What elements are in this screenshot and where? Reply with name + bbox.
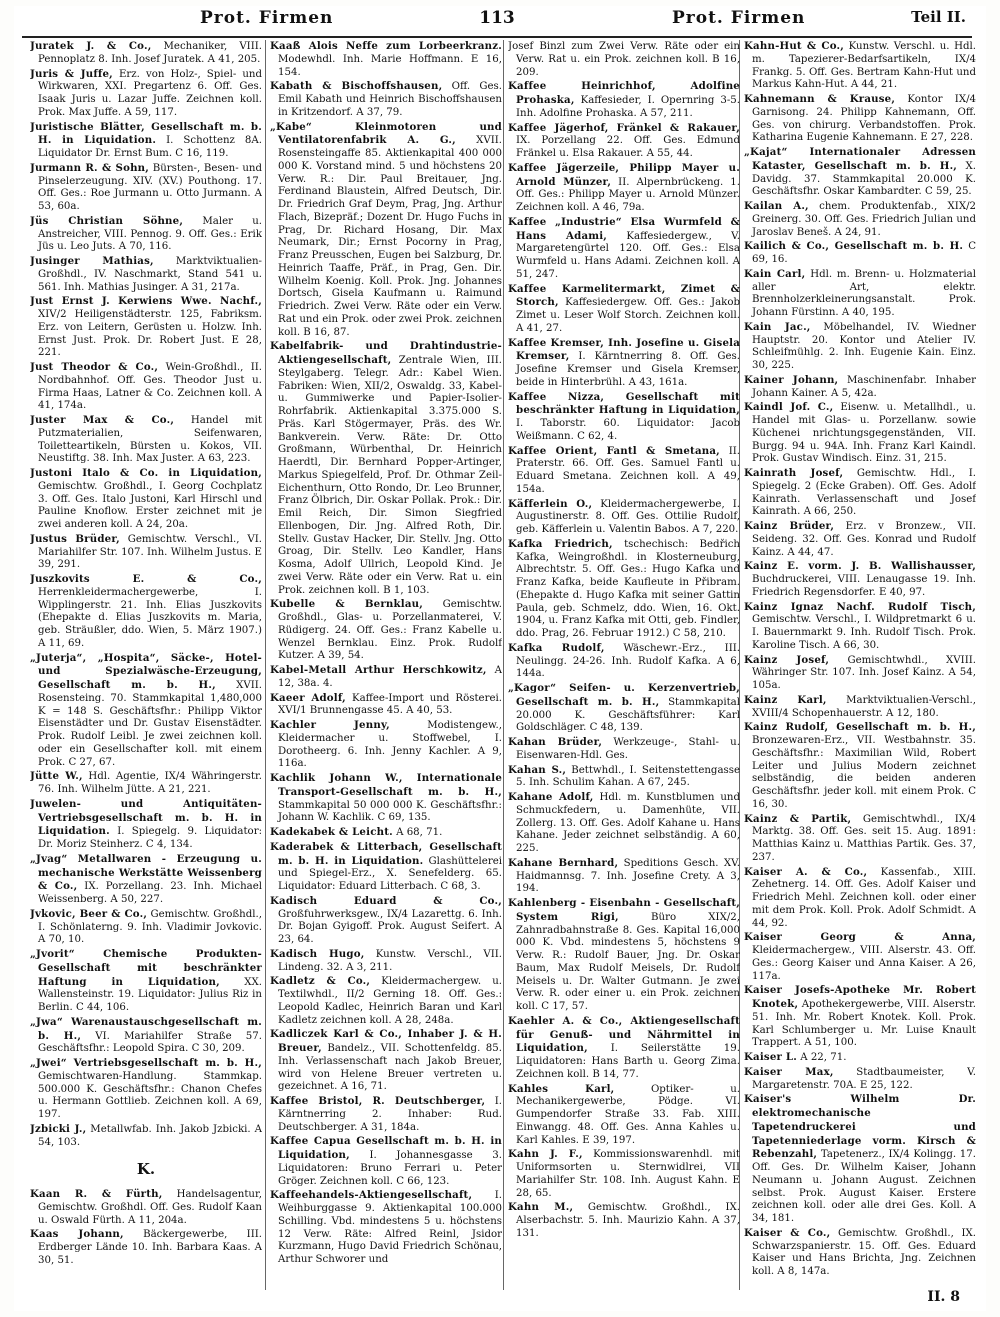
- firm-name: Kaas Johann,: [30, 1228, 124, 1241]
- firm-name: Kailich & Co., Gesellschaft m. b. H.: [744, 240, 964, 253]
- firm-name: Kabelfabrik- und Drahtindustrie-Aktiengesellschaft,: [270, 340, 502, 366]
- firm-entry: [508, 897, 740, 1014]
- firm-name: Kainz Josef,: [744, 653, 830, 666]
- firm-entry: [744, 1093, 976, 1226]
- firm-name: Justoni Italo & Co. in Liquidation,: [30, 467, 262, 479]
- firm-name: Jvkovic, Beer & Co.,: [30, 907, 148, 920]
- firm-name: „Jwei“ Vertriebsgesellschaft m. b. H.,: [30, 1057, 262, 1069]
- firm-entry: [270, 1189, 502, 1267]
- firm-name: Kain Jac.,: [744, 320, 811, 333]
- page-header: [22, 6, 972, 38]
- firm-name: Kahan S.,: [508, 763, 567, 776]
- firm-entry: [30, 853, 262, 907]
- firm-name: Kachler Jenny,: [270, 719, 390, 731]
- firm-entry: [744, 560, 976, 599]
- firm-name: Kadisch Eduard & Co.,: [270, 894, 502, 907]
- firm-entry: [744, 694, 976, 721]
- firm-entry: [270, 1135, 502, 1188]
- firm-name: Kaderabek & Litterbach, Gesellschaft m. b. H. in Liquidation.: [270, 840, 502, 867]
- firm-name: Kaffee Capua Gesellschaft m. b. H. in Liquidation,: [270, 1135, 502, 1161]
- firm-details: Apothekergewerbe, VIII. Alserstr. 51. Inh. Mr. Robert Knotek. Koll. Prok. Karl Schlumberger u. Mr. Luise Knault Trappert. A 51, 100.: [752, 999, 976, 1049]
- firm-entry: [508, 1201, 740, 1240]
- firm-entry: [30, 770, 262, 797]
- firm-name: Kahnemann & Krause,: [744, 93, 896, 105]
- firm-details: Kaffesiedergew., V. Margaretengürtel 120. Off. Ges.: Elsa Wurmfeld u. Hans Adami. Zeichnen koll. A 51, 247.: [516, 230, 740, 280]
- firm-entry: [30, 215, 262, 254]
- firm-details: Gemischtw. Großhdl., IX. Alserbachstr. 5. Inh. Maurizio Kahn. A 37, 131.: [516, 1202, 740, 1239]
- firm-entry: [508, 736, 740, 763]
- firm-entry: [30, 255, 262, 294]
- firm-details: Optiker- u. Mechanikergewerbe, Pödge. VI. Gumpendorfer Straße 33. Fab. XIII. Einwangg. 48. Off. Ges. Anna Kahles u. Karl Kahles. E 39, 197.: [516, 1083, 740, 1146]
- firm-details: Möbelhandel, IV. Wiedner Hauptstr. 20. Kontor und Atelier IV. Schleifmühlg. 2. Inh. Eugenie Kain. Einz. 30, 225.: [752, 321, 976, 371]
- firm-details: Gemischtw. Hdl., I. Spiegelg. 2 (Ecke Graben). Off. Ges. Adolf Kainrath. Verlassenschaft und Josef Kainrath. A 66, 250.: [752, 468, 976, 518]
- firm-details: Kaffesiedergew. Off. Ges.: Jakob Zimet u. Leser Wolf Storch. Zeichnen koll. A 41, 27.: [516, 297, 740, 334]
- firm-name: Kahane Bernhard,: [508, 856, 619, 869]
- firm-details: Buchdruckerei, VIII. Lenaugasse 19. Inh. Friedrich Regensdorfer. E 40, 97.: [752, 574, 976, 598]
- firm-details: Bandelz., VII. Schottenfeldg. 85. Inh. Verlassenschaft nach Jakob Breuer, wird von Helene Breuer vertreten u. gezeichnet. A 16, 71.: [278, 1043, 502, 1093]
- firm-name: Kaiser Josefs-Apotheke Mr. Robert Knotek,: [744, 984, 976, 1010]
- firm-details: Glashüttelerei und Spiegel-Erz., X. Senefelderg. 65. Liquidator: Eduard Litterbach. C 68, 3.: [278, 855, 502, 892]
- firm-name: Jurmann R. & Sohn,: [30, 161, 150, 174]
- firm-entry: [30, 162, 262, 214]
- firm-name: Juwelen- und Antiquitäten-Vertriebsgesellschaft m. b. H. in Liquidation.: [30, 797, 262, 838]
- firm-entry: [30, 533, 262, 572]
- firm-details: Stadtbaumeister, V. Margaretenstr. 70A. E 25, 122.: [752, 1066, 976, 1091]
- firm-details: Kommissionswarenhdl. mit Uniformsorten u. Sternwidlrei, VII Mariahilfer Str. 108. Inh. August Kahn. E 28, 65.: [516, 1149, 740, 1199]
- firm-details: Herrenkleidermachergewerbe, I. Wipplingerstr. 21. Inh. Elias Juszkovits (Ehepakte d. Elias Juszkovits m. Maria, geb. Sträußler, ddo. Wien, 5. März 1907.) A 11, 69.: [38, 586, 262, 649]
- firm-details: I. Spiegelg. 9. Liquidator: Dr. Moriz Steinherz. C 4, 134.: [38, 826, 262, 850]
- firm-entry: [744, 321, 976, 373]
- firm-details: Speditions Gesch. XV. Haidmannsg. 7. Inh. Josefine Crety. A 3, 194.: [516, 857, 740, 895]
- firm-details: Handel mit Putzmaterialien, Seifenwaren, Toiletteartikeln, Bürsten u. Kokos, VII. Neustiftg. 38. Inh. Max Juster. A 63, 223.: [38, 415, 262, 465]
- firm-entry: [270, 975, 502, 1027]
- firm-name: Juszkovits E. & Co.,: [30, 573, 262, 585]
- firm-entry: [30, 1057, 262, 1122]
- firm-details: Kleidermachergewerbe, I. Augustinerstr. 8. Off. Ges. Ottilie Rudolf, geb. Käfferlein u. Valentin Babos. A 7, 220.: [516, 498, 740, 535]
- firm-name: Kaindl Jof. C.,: [744, 401, 834, 414]
- firm-name: Kubelle & Bernklau,: [270, 598, 423, 611]
- firm-details: X. Davidg. 37. Stammkapital 20.000 K. Geschäftsfhr. Oskar Kambardter. C 59, 25.: [752, 160, 976, 198]
- firm-details: Werkzeuge-, Stahl- u. Eisenwaren-Hdl. Ges.: [516, 737, 740, 761]
- firm-entry: [508, 283, 740, 336]
- firm-name: Kafka Rudolf,: [508, 641, 605, 654]
- firm-details: Modewhdl. Inh. Marie Hoffmann. E 16, 154.: [278, 53, 502, 78]
- firm-name: Justus Brüder,: [30, 532, 120, 545]
- firm-entry: [744, 240, 976, 267]
- firm-entry: [30, 908, 262, 947]
- firm-entry: [508, 80, 740, 120]
- firm-name: Kaiser & Co.,: [744, 1226, 831, 1239]
- firm-details: Wäschewr.-Erz., III. Neulingg. 24-26. Inh. Rudolf Kafka. A 6, 144a.: [516, 642, 740, 680]
- firm-entry: [30, 467, 262, 532]
- firm-details: Gemischtw. Großhdl., IX. Schwarzspanierstr. 15. Off. Ges. Eduard Kaiser und Hans Brichta, Jng. Zeichnen koll. A 8, 147a.: [752, 1227, 976, 1277]
- firm-name: Kaffeehandels-Aktiengesellschaft,: [270, 1189, 473, 1202]
- firm-name: Kaffee Jägerhof, Fränkel & Rakauer,: [508, 121, 740, 134]
- firm-name: Kainz Karl,: [744, 693, 827, 706]
- firm-details: tschechisch: Bedřich Kafka, Weingroßhdl. in Klosterneuburg, Albrechtstr. 5. Off. Ges.: Hugo Kafka und Franz Kafka, beide Kaufleute in Přibram. (Ehepakte d. Hugo Kafka mit seiner Gattin Paula, geb. Schmelz, ddo. Wien, 16. Okt. 1904, u. Franz Kafka mit Otti, geb. Findler, ddo. Prag, 26. Februar 1912.) C 58, 210.: [516, 538, 740, 639]
- firm-entry: [270, 826, 502, 840]
- firm-name: Kaffee Jägerzeile, Philipp Mayer u. Arnold Münzer,: [508, 161, 740, 188]
- firm-name: Kaan R. & Fürth,: [30, 1188, 163, 1200]
- firm-entry: [744, 654, 976, 693]
- firm-name: Kahn-Hut & Co.,: [744, 40, 845, 52]
- firm-name: Kainer Johann,: [744, 373, 839, 386]
- firm-entry: [270, 948, 502, 975]
- firm-entry: [744, 268, 976, 320]
- firm-name: „Jvag“ Metallwaren - Erzeugung u. mechanische Werkstätte Weissenberg & Co.,: [30, 852, 262, 893]
- firm-entry: [508, 682, 740, 735]
- firm-entry: [30, 1188, 262, 1227]
- firm-name: Jütte W.,: [30, 770, 83, 783]
- firm-entry: [508, 1083, 740, 1148]
- firm-details: Stammkapital 50 000 000 K. Geschäftsfhr.: Johann W. Kachlik. C 69, 135.: [278, 799, 502, 824]
- firm-name: Kainz E. vorm. J. B. Wallishausser,: [744, 560, 976, 573]
- firm-entry: [270, 1095, 502, 1134]
- running-head-left: Prot. Firmen: [200, 8, 334, 28]
- firm-name: „Juterja“, „Hospita“, Säcke-, Hotel- und Spezialwäsche-Erzeugung, Gesellschaft m. b. H.,: [30, 651, 262, 691]
- firm-entry: [744, 984, 976, 1050]
- firm-name: Kaehler A. & Co., Aktiengesellschaft für Genuß- und Nährmittel in Liquidation,: [508, 1014, 740, 1055]
- firm-details: Gemischtw. Verschl., VI. Mariahilfer Str. 107. Inh. Wilhelm Justus. E 39, 291.: [38, 533, 262, 571]
- firm-name: Kahn M.,: [508, 1201, 574, 1214]
- firm-name: Jusinger Mathias,: [30, 255, 154, 267]
- firm-details: Gemischtw. Verschl., I. Wildpretmarkt 6 u. I. Bauernmarkt 9. Inh. Rudolf Tisch. Prok. Karoline Tisch. A 66, 30.: [752, 614, 976, 651]
- firm-details: II. Praterstr. 66. Off. Ges. Samuel Fantl u. Eduard Smetana. Zeichnen koll. A 49, 154a.: [516, 445, 740, 495]
- firm-name: Kailan A.,: [744, 200, 809, 212]
- firm-name: Kaiser Georg & Anna,: [744, 931, 976, 944]
- firm-details: Maler u. Anstreicher, VIII. Pennog. 9. Off. Ges.: Erik Jüs u. Leo Juts. A 70, 116.: [38, 215, 262, 253]
- firm-details: Hdl. Agentie, IX/4 Währingerstr. 76. Inh. Wilhelm Jütte. A 21, 221.: [38, 771, 262, 795]
- firm-name: Kachlik Johann W., Internationale Transport-Gesellschaft m. b. H.,: [270, 772, 502, 798]
- firm-details: Hdl. m. Kunstblumen und Schmuckfedern, u. Damenhüte, VII. Zollerg. 13. Off. Ges. Adolf Kahane u. Hans Kahane. Jeder zeichnet selbständig. A 60, 225.: [516, 792, 740, 854]
- firm-entry: [744, 374, 976, 401]
- firm-details: Marktviktualien-Verschl., XVIII/4 Schopenhauerstr. A 12, 180.: [752, 694, 976, 719]
- firm-entry: [508, 445, 740, 497]
- column-4: [744, 40, 976, 1300]
- firm-name: Juristische Blätter, Gesellschaft m. b. H. in Liquidation.: [30, 120, 262, 147]
- firm-entry: [30, 1016, 262, 1056]
- firm-details: A 68, 71.: [396, 827, 443, 838]
- firm-entry: [508, 538, 740, 641]
- firm-name: „Jwa“ Warenaustauschgesellschaft m. b. H.,: [30, 1015, 262, 1042]
- column-1: [30, 40, 262, 1300]
- firm-details: Kleidermachergew., VIII. Alserstr. 43. Off. Ges.: Georg Kaiser und Anna Kaiser. A 26, 117a.: [752, 945, 976, 982]
- firm-name: Kaiser L.: [744, 1051, 797, 1063]
- firm-details: Eisenw. u. Metallhdl., u. Handel mit Glas- u. Porzellanw. sowie Küchenei nrichtungsgegenständen, VII. Burgg. 94 u. 94A. Inh. Franz Karl Kaindl. Prok. Gustav Windisch. Einz. 31, 215.: [752, 402, 976, 465]
- firm-entry: [508, 391, 740, 444]
- firm-name: Juris & Juffe,: [30, 67, 113, 80]
- firm-details: Erz. v Bronzew., VII. Seideng. 32. Off. Ges. Konrad und Rudolf Kainz. A 44, 47.: [752, 521, 976, 558]
- firm-entry: [270, 80, 502, 119]
- firm-name: Kahlenberg - Eisenbahn - Gesellschaft, System Rigi,: [508, 897, 740, 923]
- firm-details: Kaffee-Import und Rösterei. XVI/1 Brunnengasse 45. A 40, 53.: [278, 692, 502, 717]
- firm-name: Kahn J. F.,: [508, 1148, 583, 1161]
- firm-details: I. Schottenz 8A. Liquidator Dr. Ernst Bum. C 16, 119.: [38, 135, 262, 159]
- firm-entry: [744, 1227, 976, 1279]
- firm-entry: [30, 361, 262, 413]
- firm-entry: [744, 146, 976, 199]
- firm-entry: [508, 764, 740, 791]
- firm-name: Kaiser A. & Co.,: [744, 865, 868, 878]
- firm-name: Jüs Christian Söhne,: [30, 214, 184, 227]
- firm-entry: [30, 798, 262, 852]
- firm-details: Mechaniker, VIII. Pennoplatz 8. Inh. Josef Juratek. A 41, 205.: [38, 41, 262, 65]
- firm-details: Josef Binzl zum Zwei Verw. Räte oder ein Verw. Rat u. ein Prok. zeichnen koll. B 16, 209.: [508, 41, 740, 78]
- firm-entry: [744, 401, 976, 466]
- firm-details: Gemischtw. Großhdl., I. Georg Cochplatz 3. Off. Ges. Italo Justoni, Karl Hirschl und Pauline Knoflow. Erster zeichnet mit je zwei anderen koll. A 24, 20a.: [38, 480, 262, 530]
- firm-name: Kainz Ignaz Nachf. Rudolf Tisch,: [744, 600, 976, 613]
- firm-entry: [270, 1028, 502, 1094]
- firm-entry: [744, 1066, 976, 1093]
- firm-name: „Jvorit“ Chemische Produkten-Gesellschaft mit beschränkter Haftung in Liquidation,: [30, 948, 262, 988]
- firm-entry: [508, 857, 740, 896]
- firm-entry: [744, 1051, 976, 1065]
- firm-entry: [508, 162, 740, 215]
- firm-details: Metallwfab. Inh. Jakob Jzbicki. A 54, 103.: [38, 1123, 262, 1148]
- firm-details: XIV/2 Heiligenstädterstr. 125, Fabriksm. Erz. von Leitern, Gerüsten u. Holzw. Inh. Ernst Just. Prok. Dr. Robert Just. E 28, 221.: [38, 309, 262, 359]
- firm-details: I. Johannesgasse 3. Liquidatoren: Bruno Ferrari u. Peter Gröger. Zeichnen koll. C 66, 123.: [278, 1150, 502, 1187]
- firm-entry: [270, 598, 502, 663]
- firm-name: Kabel-Metall Arthur Herschkowitz,: [270, 664, 487, 676]
- firm-entry: [744, 520, 976, 559]
- firm-details: I. Kärntnerring 2. Inhaber: Rud. Deutschberger. A 31, 184a.: [278, 1096, 502, 1133]
- firm-name: Juratek J. & Co.,: [30, 40, 152, 52]
- firm-details: Bäckergewerbe, III. Erdberger Lände 10. Inh. Barbara Kaas. A 30, 51.: [38, 1229, 262, 1266]
- firm-entry: [30, 414, 262, 466]
- firm-details: I. Taborstr. 60. Liquidator: Jacob Weißmann. C 62, 4.: [516, 418, 740, 442]
- firm-name: Kadisch Hugo,: [270, 947, 365, 960]
- firm-details: Wein-Großhdl., II. Nordbahnhof. Off. Ges. Theodor Just u. Firma Haas, Latner & Co. Zeichnen koll. A 41, 174a.: [38, 362, 262, 412]
- firm-name: Just Ernst J. Kerwiens Wwe. Nachf.,: [30, 295, 262, 308]
- firm-entry: [270, 719, 502, 771]
- firm-name: Kainz Brüder,: [744, 520, 835, 532]
- firm-name: Kainz & Partik,: [744, 812, 852, 825]
- firm-details: Kunstw. Verschl. u. Hdl. m. Tapezierer-Bedarfsartikeln, IX/4 Frankg. 5. Off. Ges. Bertram Kahn-Hut und Markus Kahn-Hut. A 44, 21.: [752, 41, 976, 91]
- firm-details: Stammkapital 20.000 K. Geschäftsführer: Karl Goldschläger. C 48, 139.: [516, 696, 740, 734]
- firm-details: VI. Mariahilfer Straße 57. Geschäftsfhr.: Leopold Spira. C 30, 209.: [38, 1030, 262, 1055]
- firm-name: Kadliczek Karl & Co., Inhaber J. & H. Breuer,: [270, 1028, 502, 1054]
- firm-details: Tapetenerz., IX/4 Kolingg. 17. Off. Ges. Dr. Wilhelm Kaiser, Johann Neumann u. Johann August. Zeichnen selbst. Prok. August Kaiser. Erstere zeichnen koll. oder alle drei Ges. Koll. A 34, 181.: [752, 1149, 976, 1224]
- firm-details: Büro XIX/2, Zahnradbahnstraße 8. Ges. Kapital 16,000 000 K. Vbd. mindestens 5, höchstens 9 Verw. R.: Rudolf Bauer, Jng. Dr. Oskar Baum, Max Rudolf Meisels, Dr. Rudolf Meisels u. Dr. Walter Gutmann. Je zwei Verw. R. oder einer u. ein Prok. zeichnen koll. C 17, 57.: [516, 911, 740, 1012]
- running-head-right: Prot. Firmen: [672, 8, 806, 28]
- firm-details: IX. Porzellang. 23. Inh. Michael Weissenberg. A 50, 227.: [38, 881, 262, 905]
- firm-name: Kadletz & Co.,: [270, 975, 371, 988]
- firm-details: A 12, 38a. 4.: [278, 665, 502, 689]
- firm-name: Just Theodor & Co.,: [30, 361, 159, 373]
- firm-entry: [744, 931, 976, 983]
- firm-name: Kaeer Adolf,: [270, 691, 346, 704]
- firm-entry: [270, 692, 502, 719]
- firm-name: Jzbicki J.,: [30, 1122, 87, 1135]
- firm-name: Kaiser Max,: [744, 1065, 834, 1078]
- firm-details: Kontor IX/4 Garnisong. 24. Philipp Kahnemann, Off. Ges. von chirurg. Verbandstoffen. Prok. Katharina Eugenie Kahnemann. E 27, 228.: [752, 94, 976, 144]
- firm-name: Kaffee Karmelitermarkt, Zimet & Storch,: [508, 282, 740, 309]
- firm-entry: [30, 295, 262, 360]
- firm-entry: [30, 121, 262, 161]
- firm-name: Kaiser's Wilhelm Dr. elektromechanische Tapetendruckerei und Tapetenniederlage vorm. Kirsch & Rebenzahl,: [744, 1093, 976, 1161]
- firm-details: XVII. Rosensteing. 70. Stammkapital 1,480,000 K = 148 S. Geschäftsfhr.: Philipp Viktor Eisenstädter und Dr. Gustav Eisenstädter. Prok. Rudolf Leibl. Je zwei zeichnen koll. oder ein Gesellschafter koll. mit einem Prok. C 27, 67.: [38, 680, 262, 768]
- firm-entry: [270, 895, 502, 947]
- firm-name: Kahles Karl,: [508, 1082, 615, 1095]
- firm-entry: [30, 652, 262, 770]
- firm-details: XVII. Rosensteingaffe 85. Aktienkapital 400 000 000 K. Vorstand mind. 5 und höchstens 20 Verw. R.: Dir. Paul Breitauer, Jng. Ferdinand Blaustein, Alfred Deutsch, Dir. Dr. Friedrich Graf Deym, Prag, Jng. Arthur Flach, Bizepräf.; Dozent Dr. Hugo Fuchs in Prag, Dr. Richard Hosang, Dir. Max Neumark, Dir.; Ernst Pocorny in Prag, Franz Preusschen, Eugen bei Salzburg, Dr. Heinrich Taaffe, Präf., in Prag, Gen. Dir. Wilhelm Koenig. Koll. Prok. Jng. Johannes Dortsch, Gisela Kaufmann u. Raimund Friedrich. Zwei Verw. Räte oder ein Verw. Rat und ein Prok. oder zwei Prok. zeichnen koll. B 16, 87.: [278, 135, 502, 338]
- firm-entry: [744, 601, 976, 653]
- firm-entry: [508, 1148, 740, 1200]
- firm-details: Großfuhrwerksgew., IX/4 Lazarettg. 6. Inh. Dr. Bojan Gyigoff. Prok. August Seifert. A 23, 64.: [278, 908, 502, 945]
- firm-entry: [744, 813, 976, 865]
- part-label: Teil II.: [911, 8, 966, 26]
- firm-name: Kaffee Kremser, Inh. Josefine u. Gisela Kremser,: [508, 336, 740, 363]
- firm-name: Kaffee Nizza, Gesellschaft mit beschränkter Haftung in Liquidation,: [508, 390, 740, 417]
- firm-details: Off. Ges. Emil Kabath und Heinrich Bischoffshausen in Kritzendorf. A 37, 79.: [278, 81, 502, 118]
- firm-details: Gemischtwhdl., XVIII. Währinger Str. 107. Inh. Josef Kainz. A 54, 105a.: [752, 654, 976, 691]
- firm-entry: [508, 337, 740, 390]
- firm-entry: [270, 841, 502, 894]
- firm-details: Gemischtw. Großhdl., I. Schönlaterng. 9. Inh. Vladimir Jovkovic. A 70, 10.: [38, 908, 262, 946]
- firm-name: Kainrath Josef,: [744, 467, 844, 479]
- firm-entry: [30, 1228, 262, 1267]
- firm-name: „Kajat“ Internationaler Adressen Kataster, Gesellschaft m. b. H.,: [744, 146, 976, 172]
- firm-entry: [508, 216, 740, 282]
- firm-entry: [30, 40, 262, 67]
- firm-details: Bürsten-, Besen- und Pinselerzeugung. XIV. (XV.) Pouthong. 17. Off. Ges.: Roe Jurmann u. Otto Jurmann. A 53, 60a.: [38, 162, 262, 212]
- firm-entry: [744, 721, 976, 811]
- firm-entry: [508, 498, 740, 537]
- firm-entry: [744, 93, 976, 145]
- firm-entry: [508, 1015, 740, 1082]
- firm-entry: [30, 948, 262, 1015]
- firm-name: Kahane Adolf,: [508, 791, 594, 803]
- firm-details: I. Seilerstätte 19. Liquidatoren: Hans Barth u. Georg Zima. Zeichnen koll. B 14, 77.: [516, 1043, 740, 1080]
- firm-details: Handelsagentur, Gemischtw. Großhdl. Off. Ges. Rudolf Kaan u. Oswald Fürth. A 11, 204a.: [38, 1189, 262, 1226]
- firm-details: Bettwhdl., I. Seitenstettengasse 5. Inh. Schulim Kahan. A 67, 245.: [516, 764, 740, 789]
- firm-details: Zentrale Wien, III. Steylgaberg. Telegr. Adr.: Kabel Wien. Fabriken: Wien, XII/2, Oswaldg. 33, Kabel- u. Gummiwerke und Papier-Isolier-Rohrfabrik. Aktienkapital 3.375.000 S. Präs. Karl Stögermayer, Präs. des Wr. Bankverein. Verw. Räte: Dr. Otto Großmann, Würbenthal, Dr. Heinrich Haerdtl, Dir. Bernhard Popper-Artinger, Markus Spiegelfeld, Prof. Dr. Othmar Zeil-Eichenthurn, Otto Rondo, Dr. Leo Brunner, Franz Ölbrich, Dir. Oskar Pollak. Prok.: Dir. Emil Reich, Dir. Simon Siegfried Ellenbogen, Dir. Jng. Alfred Roth, Dir. Stellv. Gustav Hacker, Dir. Stellv. Jng. Otto Groag, Dir. Stellv. Leo Kandler, Hans Kosma, Adolf Ullrich, Leopold Kind. Je zwei Verw. Räte oder ein Verw. Rat u. ein Prok. zeichnen koll. B 1, 103.: [278, 355, 502, 596]
- firm-name: Kain Carl,: [744, 267, 806, 280]
- section-letter: K.: [136, 1160, 156, 1179]
- firm-entry: [508, 40, 740, 79]
- firm-name: Käfferlein O.,: [508, 497, 593, 510]
- firm-entry: [270, 40, 502, 79]
- firm-entry: [508, 791, 740, 856]
- firm-entry: [30, 68, 262, 120]
- firm-name: Kaffee Heinrichhof, Adolfine Prohaska,: [508, 80, 740, 106]
- firm-details: II. Alpernbrückeng. 1. Off. Ges.: Philipp Mayer u. Arnold Münzer. Zeichnen koll. A 46, 79a.: [516, 176, 740, 213]
- firm-name: Kainz Rudolf, Gesellschaft m. b. H.,: [744, 721, 976, 734]
- firm-name: „Kagor“ Seifen- u. Kerzenvertrieb, Gesellschaft m. b. H.,: [508, 682, 740, 708]
- firm-details: chem. Produktenfab., XIX/2 Greinerg. 30. Off. Ges. Friedrich Julian und Jaroslav Beneš. A 24, 91.: [752, 201, 976, 238]
- firm-details: C 69, 16.: [752, 241, 976, 265]
- firm-details: Kassenfab., XIII. Zehetnerg. 14. Off. Ges. Adolf Kaiser und Friedrich Mehl. Zeichnen koll. oder einer mit dem Prok. Koll. Prok. Adolf Schmidt. A 44, 92.: [752, 866, 976, 929]
- firm-details: XX. Wallensteinstr. 19. Liquidator: Julius Riz in Berlin. C 44, 106.: [38, 976, 262, 1013]
- firm-name: Kaaß Alois Neffe zum Lorbeerkranz.: [270, 40, 502, 52]
- firm-name: Kaffee Orient, Fantl & Smetana,: [508, 444, 720, 457]
- firm-details: I. Kärntnerring 8. Off. Ges. Josefine Kremser und Gisela Kremser, beide in Hinterbrühl. A 43, 161a.: [516, 351, 740, 388]
- firm-entry: [744, 200, 976, 239]
- firm-name: Kahan Brüder,: [508, 736, 603, 748]
- column-divider: [503, 40, 504, 1290]
- firm-details: Marktviktualien-Großhdl., IV. Naschmarkt, Stand 541 u. 561. Inh. Mathias Jusinger. A 31, 217a.: [38, 256, 262, 293]
- firm-name: Kaffee Bristol, R. Deutschberger,: [270, 1095, 486, 1107]
- column-3: [508, 40, 740, 1300]
- firm-name: Juster Max & Co.,: [30, 414, 175, 426]
- column-2: [270, 40, 502, 1300]
- firm-details: A 22, 71.: [800, 1052, 847, 1063]
- firm-name: Kaffee „Industrie“ Elsa Wurmfeld & Hans Adami,: [508, 215, 740, 242]
- firm-entry: [270, 340, 502, 597]
- firm-entry: [744, 467, 976, 519]
- page-number: 113: [479, 8, 515, 28]
- firm-entry: [270, 664, 502, 691]
- firm-entry: [30, 1123, 262, 1150]
- firm-details: Gemischtwaren-Handlung. Stammkap. 500.000 K. Geschäftsfhr.: Chanon Chefes u. Hermann Gottlieb. Zeichnen koll. A 69, 197.: [38, 1070, 262, 1120]
- firm-details: I. Weihburggasse 9. Aktienkapital 100.000 Schilling. Vbd. mindestens 5 u. höchstens 12 Verw. Räte: Alfred Reinl, Jsidor Kurzmann, Hugo David Friedrich Schönau, Arthur Schworer und: [278, 1190, 502, 1265]
- firm-entry: [744, 40, 976, 92]
- firm-name: Kafka Friedrich,: [508, 537, 613, 550]
- firm-entry: [270, 121, 502, 340]
- firm-details: Gemischtw. Großhdl., Glas- u. Porzellanmaterei, V. Rüdigerg. 24. Off. Ges.: Franz Kabelle u. Wenzel Bernklau. Einz. Prok. Rudolf Kutzer. A 39, 54.: [278, 599, 502, 662]
- firm-details: Modistengew., Kleidermacher u. Stoffwebel, I. Dorotheerg. 6. Inh. Jenny Kachler. A 9, 116a.: [278, 720, 502, 770]
- firm-details: Erz. von Holz-, Spiel- und Wirkwaren, XXI. Pregartenz 6. Off. Ges. Isaak Juris u. Lazar Juffe. Zeichnen koll. Prok. Max Juffe. A 59, 117.: [38, 68, 262, 118]
- firm-details: IX. Porzellang 22. Off. Ges. Edmund Fränkel u. Elsa Rakauer. A 55, 44.: [516, 135, 740, 159]
- firm-details: Gemischtwhdl., IX/4 Marktg. 38. Off. Ges. seit 15. Aug. 1891: Matthias Kainz u. Matthias Partik. Ges. 37, 237.: [752, 813, 976, 863]
- firm-details: Kaffesieder, I. Opernring 3-5. Inh. Adolfine Prohaska. A 57, 211.: [516, 95, 740, 119]
- firm-entry: [508, 122, 740, 161]
- firm-details: Bronzewaren-Erz., VII. Westbahnstr. 35. Geschäftsfhr.: Maximilian Wild, Robert Leiter und Julius Modern zeichnet selbständig, die beiden anderen Geschäftsfhr. jeder koll. mit einem Prok. C 16, 30.: [752, 735, 976, 810]
- firm-entry: [30, 573, 262, 651]
- firm-entry: [508, 642, 740, 681]
- signature-mark: II. 8: [927, 1289, 960, 1305]
- firm-name: Kadekabek & Leicht.: [270, 826, 393, 838]
- firm-entry: [270, 772, 502, 825]
- firm-entry: [744, 866, 976, 931]
- column-divider: [265, 40, 266, 1290]
- firm-details: Kunstw. Verschl., VII. Lindeng. 32. A 3, 211.: [278, 948, 502, 973]
- firm-details: Hdl. m. Brenn- u. Holzmaterial aller Art, elektr. Brennholzerkleinerungsanstalt. Prok. Johann Fürstinn. A 40, 195.: [752, 268, 976, 318]
- firm-details: Kleidermachergew. u. Textilwhdl., II/2 Gerning 18. Off. Ges.: Leopold Kadlec, Heinrich Baran und Karl Kadletz zeichnen koll. A 28, 248a.: [278, 976, 502, 1026]
- firm-name: „Kabe“ Kleinmotoren und Ventilatorenfabrik A. G.,: [270, 120, 502, 147]
- firm-name: Kabath & Bischoffshausen,: [270, 80, 443, 93]
- firm-details: Maschinenfabr. Inhaber Johann Kainer. A 5, 42a.: [752, 374, 976, 399]
